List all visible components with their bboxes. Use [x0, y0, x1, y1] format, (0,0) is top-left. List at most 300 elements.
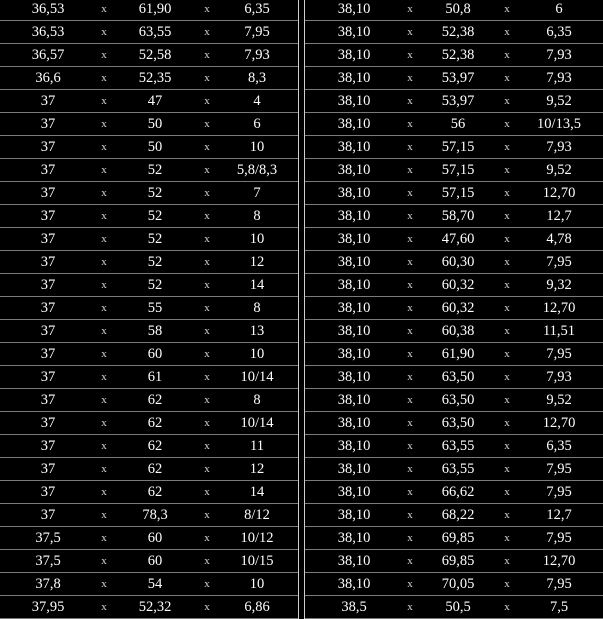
separator-x-cell: x — [403, 274, 417, 297]
width-cell: 7,95 — [515, 481, 603, 504]
table-row — [305, 182, 603, 205]
inner-diameter-cell: 37 — [0, 90, 96, 113]
separator-x-cell: x — [96, 228, 112, 251]
outer-diameter-cell: 60 — [112, 343, 198, 366]
separator-x-cell: x — [403, 412, 417, 435]
inner-diameter-cell: 38,10 — [305, 366, 403, 389]
separator-x-cell: x — [499, 90, 515, 113]
separator-x-cell: x — [198, 228, 216, 251]
separator-x-cell: x — [403, 435, 417, 458]
separator-x-cell: x — [198, 21, 216, 44]
width-cell: 10/13,5 — [515, 113, 603, 136]
outer-diameter-cell: 62 — [112, 389, 198, 412]
separator-x-cell: x — [96, 251, 112, 274]
separator-x-cell: x — [198, 412, 216, 435]
separator-x-cell: x — [499, 550, 515, 573]
separator-x-cell: x — [403, 343, 417, 366]
table-row — [0, 159, 298, 182]
table-row — [305, 136, 603, 159]
separator-x-cell: x — [198, 389, 216, 412]
table-row — [0, 228, 298, 251]
outer-diameter-cell: 63,50 — [417, 366, 499, 389]
inner-diameter-cell: 38,10 — [305, 573, 403, 596]
width-cell: 8/12 — [216, 504, 298, 527]
separator-x-cell: x — [499, 44, 515, 67]
table-row — [305, 113, 603, 136]
table-row — [0, 182, 298, 205]
table-row — [0, 67, 298, 90]
outer-diameter-cell: 60,32 — [417, 274, 499, 297]
width-cell: 12,70 — [515, 550, 603, 573]
separator-x-cell: x — [96, 182, 112, 205]
table-row — [305, 366, 603, 389]
separator-x-cell: x — [198, 527, 216, 550]
separator-x-cell: x — [96, 366, 112, 389]
outer-diameter-cell: 63,55 — [417, 458, 499, 481]
outer-diameter-cell: 62 — [112, 458, 198, 481]
right-dimensions-table — [305, 0, 603, 619]
width-cell: 10 — [216, 573, 298, 596]
table-row — [305, 481, 603, 504]
outer-diameter-cell: 53,97 — [417, 90, 499, 113]
separator-x-cell: x — [403, 320, 417, 343]
width-cell: 9,52 — [515, 90, 603, 113]
separator-x-cell: x — [96, 596, 112, 619]
width-cell: 6,35 — [515, 21, 603, 44]
separator-x-cell: x — [96, 481, 112, 504]
table-row — [0, 596, 298, 619]
table-row — [0, 274, 298, 297]
separator-x-cell: x — [403, 596, 417, 619]
separator-x-cell: x — [96, 343, 112, 366]
outer-diameter-cell: 50 — [112, 136, 198, 159]
inner-diameter-cell: 37 — [0, 228, 96, 251]
separator-x-cell: x — [499, 251, 515, 274]
table-row — [0, 0, 298, 21]
table-row — [0, 573, 298, 596]
width-cell: 6,35 — [216, 0, 298, 21]
separator-x-cell: x — [198, 44, 216, 67]
width-cell: 4 — [216, 90, 298, 113]
separator-x-cell: x — [499, 228, 515, 251]
separator-x-cell: x — [403, 159, 417, 182]
separator-x-cell: x — [198, 159, 216, 182]
outer-diameter-cell: 78,3 — [112, 504, 198, 527]
width-cell: 7,95 — [515, 527, 603, 550]
separator-x-cell: x — [198, 0, 216, 21]
separator-x-cell: x — [403, 573, 417, 596]
outer-diameter-cell: 52,58 — [112, 44, 198, 67]
inner-diameter-cell: 38,10 — [305, 343, 403, 366]
table-row — [0, 136, 298, 159]
separator-x-cell: x — [198, 458, 216, 481]
inner-diameter-cell: 36,57 — [0, 44, 96, 67]
inner-diameter-cell: 38,10 — [305, 297, 403, 320]
inner-diameter-cell: 37 — [0, 458, 96, 481]
outer-diameter-cell: 57,15 — [417, 182, 499, 205]
inner-diameter-cell: 38,10 — [305, 389, 403, 412]
width-cell: 9,52 — [515, 389, 603, 412]
outer-diameter-cell: 60,38 — [417, 320, 499, 343]
separator-x-cell: x — [96, 0, 112, 21]
width-cell: 5,8/8,3 — [216, 159, 298, 182]
width-cell: 10 — [216, 343, 298, 366]
separator-x-cell: x — [198, 136, 216, 159]
separator-x-cell: x — [403, 389, 417, 412]
outer-diameter-cell: 70,05 — [417, 573, 499, 596]
separator-x-cell: x — [198, 113, 216, 136]
width-cell: 12 — [216, 251, 298, 274]
separator-x-cell: x — [499, 0, 515, 21]
separator-x-cell: x — [499, 182, 515, 205]
inner-diameter-cell: 38,10 — [305, 159, 403, 182]
width-cell: 12 — [216, 458, 298, 481]
outer-diameter-cell: 62 — [112, 412, 198, 435]
outer-diameter-cell: 52 — [112, 182, 198, 205]
width-cell: 11,51 — [515, 320, 603, 343]
table-row — [0, 21, 298, 44]
separator-x-cell: x — [96, 504, 112, 527]
width-cell: 11 — [216, 435, 298, 458]
table-row — [305, 320, 603, 343]
inner-diameter-cell: 38,5 — [305, 596, 403, 619]
table-row — [305, 297, 603, 320]
separator-x-cell: x — [198, 435, 216, 458]
width-cell: 12,7 — [515, 504, 603, 527]
table-row — [0, 458, 298, 481]
outer-diameter-cell: 52 — [112, 251, 198, 274]
outer-diameter-cell: 62 — [112, 435, 198, 458]
separator-x-cell: x — [403, 90, 417, 113]
separator-x-cell: x — [499, 320, 515, 343]
outer-diameter-cell: 60 — [112, 550, 198, 573]
left-table-body — [0, 0, 298, 619]
separator-x-cell: x — [96, 412, 112, 435]
inner-diameter-cell: 38,10 — [305, 504, 403, 527]
outer-diameter-cell: 69,85 — [417, 550, 499, 573]
separator-x-cell: x — [198, 550, 216, 573]
inner-diameter-cell: 37 — [0, 205, 96, 228]
width-cell: 7,95 — [515, 573, 603, 596]
table-row — [305, 343, 603, 366]
inner-diameter-cell: 37 — [0, 481, 96, 504]
inner-diameter-cell: 38,10 — [305, 320, 403, 343]
outer-diameter-cell: 50,5 — [417, 596, 499, 619]
table-row — [305, 228, 603, 251]
width-cell: 12,70 — [515, 182, 603, 205]
inner-diameter-cell: 38,10 — [305, 44, 403, 67]
inner-diameter-cell: 37 — [0, 159, 96, 182]
separator-x-cell: x — [403, 481, 417, 504]
width-cell: 14 — [216, 481, 298, 504]
outer-diameter-cell: 57,15 — [417, 159, 499, 182]
separator-x-cell: x — [198, 251, 216, 274]
width-cell: 10 — [216, 136, 298, 159]
table-row — [0, 320, 298, 343]
outer-diameter-cell: 69,85 — [417, 527, 499, 550]
width-cell: 7,95 — [515, 251, 603, 274]
width-cell: 8,3 — [216, 67, 298, 90]
separator-x-cell: x — [198, 67, 216, 90]
separator-x-cell: x — [499, 21, 515, 44]
table-row — [305, 274, 603, 297]
separator-x-cell: x — [96, 389, 112, 412]
outer-diameter-cell: 47 — [112, 90, 198, 113]
separator-x-cell: x — [499, 481, 515, 504]
table-row — [305, 389, 603, 412]
inner-diameter-cell: 37 — [0, 366, 96, 389]
inner-diameter-cell: 37 — [0, 320, 96, 343]
separator-x-cell: x — [198, 596, 216, 619]
outer-diameter-cell: 53,97 — [417, 67, 499, 90]
table-row — [0, 527, 298, 550]
separator-x-cell: x — [499, 274, 515, 297]
width-cell: 8 — [216, 297, 298, 320]
outer-diameter-cell: 61,90 — [417, 343, 499, 366]
width-cell: 6,35 — [515, 435, 603, 458]
separator-x-cell: x — [96, 550, 112, 573]
inner-diameter-cell: 37 — [0, 343, 96, 366]
separator-x-cell: x — [499, 366, 515, 389]
separator-x-cell: x — [198, 573, 216, 596]
separator-x-cell: x — [499, 389, 515, 412]
table-row — [305, 67, 603, 90]
outer-diameter-cell: 60,32 — [417, 297, 499, 320]
separator-x-cell: x — [403, 228, 417, 251]
separator-x-cell: x — [403, 527, 417, 550]
table-row — [0, 550, 298, 573]
width-cell: 7,93 — [515, 44, 603, 67]
table-row — [0, 481, 298, 504]
table-row — [305, 412, 603, 435]
inner-diameter-cell: 38,10 — [305, 274, 403, 297]
table-row — [305, 21, 603, 44]
table-row — [0, 412, 298, 435]
separator-x-cell: x — [499, 113, 515, 136]
separator-x-cell: x — [96, 159, 112, 182]
outer-diameter-cell: 55 — [112, 297, 198, 320]
separator-x-cell: x — [499, 297, 515, 320]
outer-diameter-cell: 57,15 — [417, 136, 499, 159]
separator-x-cell: x — [403, 113, 417, 136]
width-cell: 7,93 — [515, 366, 603, 389]
inner-diameter-cell: 38,10 — [305, 136, 403, 159]
outer-diameter-cell: 61 — [112, 366, 198, 389]
outer-diameter-cell: 52 — [112, 228, 198, 251]
width-cell: 6,86 — [216, 596, 298, 619]
width-cell: 7,93 — [216, 44, 298, 67]
table-row — [305, 205, 603, 228]
outer-diameter-cell: 61,90 — [112, 0, 198, 21]
table-row — [305, 90, 603, 113]
right-table-body — [305, 0, 603, 619]
width-cell: 9,52 — [515, 159, 603, 182]
outer-diameter-cell: 52 — [112, 205, 198, 228]
outer-diameter-cell: 58 — [112, 320, 198, 343]
separator-x-cell: x — [403, 136, 417, 159]
table-row — [0, 113, 298, 136]
separator-x-cell: x — [499, 504, 515, 527]
width-cell: 10/14 — [216, 366, 298, 389]
inner-diameter-cell: 38,10 — [305, 481, 403, 504]
table-row — [0, 389, 298, 412]
width-cell: 10 — [216, 228, 298, 251]
inner-diameter-cell: 38,10 — [305, 550, 403, 573]
inner-diameter-cell: 38,10 — [305, 435, 403, 458]
table-row — [305, 573, 603, 596]
separator-x-cell: x — [198, 504, 216, 527]
separator-x-cell: x — [499, 343, 515, 366]
outer-diameter-cell: 68,22 — [417, 504, 499, 527]
separator-x-cell: x — [403, 550, 417, 573]
outer-diameter-cell: 52,38 — [417, 21, 499, 44]
inner-diameter-cell: 37 — [0, 251, 96, 274]
separator-x-cell: x — [499, 412, 515, 435]
separator-x-cell: x — [198, 205, 216, 228]
table-row — [0, 343, 298, 366]
separator-x-cell: x — [499, 458, 515, 481]
width-cell: 6 — [515, 0, 603, 21]
inner-diameter-cell: 37,8 — [0, 573, 96, 596]
width-cell: 7,95 — [515, 458, 603, 481]
separator-x-cell: x — [499, 527, 515, 550]
outer-diameter-cell: 63,50 — [417, 389, 499, 412]
width-cell: 7 — [216, 182, 298, 205]
separator-x-cell: x — [198, 366, 216, 389]
width-cell: 7,95 — [216, 21, 298, 44]
separator-x-cell: x — [499, 573, 515, 596]
outer-diameter-cell: 52 — [112, 159, 198, 182]
inner-diameter-cell: 37,5 — [0, 550, 96, 573]
inner-diameter-cell: 37 — [0, 274, 96, 297]
separator-x-cell: x — [96, 435, 112, 458]
separator-x-cell: x — [499, 205, 515, 228]
separator-x-cell: x — [403, 251, 417, 274]
width-cell: 12,7 — [515, 205, 603, 228]
separator-x-cell: x — [198, 297, 216, 320]
right-panel — [304, 0, 603, 619]
table-row — [305, 0, 603, 21]
inner-diameter-cell: 37 — [0, 389, 96, 412]
width-cell: 9,32 — [515, 274, 603, 297]
inner-diameter-cell: 38,10 — [305, 0, 403, 21]
outer-diameter-cell: 50,8 — [417, 0, 499, 21]
table-row — [305, 435, 603, 458]
separator-x-cell: x — [403, 297, 417, 320]
inner-diameter-cell: 38,10 — [305, 113, 403, 136]
separator-x-cell: x — [403, 67, 417, 90]
inner-diameter-cell: 38,10 — [305, 228, 403, 251]
width-cell: 10/14 — [216, 412, 298, 435]
outer-diameter-cell: 52,35 — [112, 67, 198, 90]
outer-diameter-cell: 60 — [112, 527, 198, 550]
outer-diameter-cell: 56 — [417, 113, 499, 136]
separator-x-cell: x — [499, 136, 515, 159]
inner-diameter-cell: 38,10 — [305, 21, 403, 44]
outer-diameter-cell: 66,62 — [417, 481, 499, 504]
separator-x-cell: x — [403, 44, 417, 67]
separator-x-cell: x — [96, 67, 112, 90]
separator-x-cell: x — [198, 320, 216, 343]
inner-diameter-cell: 37 — [0, 297, 96, 320]
separator-x-cell: x — [198, 182, 216, 205]
inner-diameter-cell: 38,10 — [305, 412, 403, 435]
outer-diameter-cell: 50 — [112, 113, 198, 136]
separator-x-cell: x — [198, 343, 216, 366]
width-cell: 7,95 — [515, 343, 603, 366]
width-cell: 7,93 — [515, 136, 603, 159]
table-row — [0, 504, 298, 527]
inner-diameter-cell: 38,10 — [305, 205, 403, 228]
table-row — [305, 159, 603, 182]
separator-x-cell: x — [96, 297, 112, 320]
table-row — [0, 251, 298, 274]
inner-diameter-cell: 38,10 — [305, 527, 403, 550]
table-row — [305, 550, 603, 573]
width-cell: 7,5 — [515, 596, 603, 619]
table-row — [305, 458, 603, 481]
width-cell: 6 — [216, 113, 298, 136]
table-row — [305, 251, 603, 274]
separator-x-cell: x — [499, 596, 515, 619]
table-row — [305, 596, 603, 619]
width-cell: 12,70 — [515, 297, 603, 320]
separator-x-cell: x — [96, 205, 112, 228]
inner-diameter-cell: 38,10 — [305, 67, 403, 90]
table-row — [0, 297, 298, 320]
outer-diameter-cell: 62 — [112, 481, 198, 504]
table-row — [305, 504, 603, 527]
outer-diameter-cell: 52,32 — [112, 596, 198, 619]
width-cell: 10/15 — [216, 550, 298, 573]
separator-x-cell: x — [96, 136, 112, 159]
separator-x-cell: x — [96, 21, 112, 44]
inner-diameter-cell: 37 — [0, 412, 96, 435]
table-row — [305, 527, 603, 550]
inner-diameter-cell: 37,5 — [0, 527, 96, 550]
outer-diameter-cell: 54 — [112, 573, 198, 596]
separator-x-cell: x — [96, 44, 112, 67]
left-panel — [0, 0, 299, 619]
separator-x-cell: x — [96, 320, 112, 343]
separator-x-cell: x — [403, 205, 417, 228]
separator-x-cell: x — [96, 573, 112, 596]
inner-diameter-cell: 36,53 — [0, 21, 96, 44]
separator-x-cell: x — [499, 435, 515, 458]
separator-x-cell: x — [96, 527, 112, 550]
outer-diameter-cell: 63,55 — [417, 435, 499, 458]
left-dimensions-table — [0, 0, 298, 619]
inner-diameter-cell: 38,10 — [305, 90, 403, 113]
separator-x-cell: x — [96, 274, 112, 297]
width-cell: 12,70 — [515, 412, 603, 435]
separator-x-cell: x — [403, 366, 417, 389]
separator-x-cell: x — [96, 90, 112, 113]
width-cell: 14 — [216, 274, 298, 297]
separator-x-cell: x — [403, 182, 417, 205]
inner-diameter-cell: 38,10 — [305, 182, 403, 205]
outer-diameter-cell: 52,38 — [417, 44, 499, 67]
outer-diameter-cell: 60,30 — [417, 251, 499, 274]
width-cell: 8 — [216, 205, 298, 228]
table-row — [0, 435, 298, 458]
width-cell: 4,78 — [515, 228, 603, 251]
separator-x-cell: x — [403, 504, 417, 527]
separator-x-cell: x — [96, 458, 112, 481]
outer-diameter-cell: 63,55 — [112, 21, 198, 44]
separator-x-cell: x — [499, 67, 515, 90]
inner-diameter-cell: 36,53 — [0, 0, 96, 21]
